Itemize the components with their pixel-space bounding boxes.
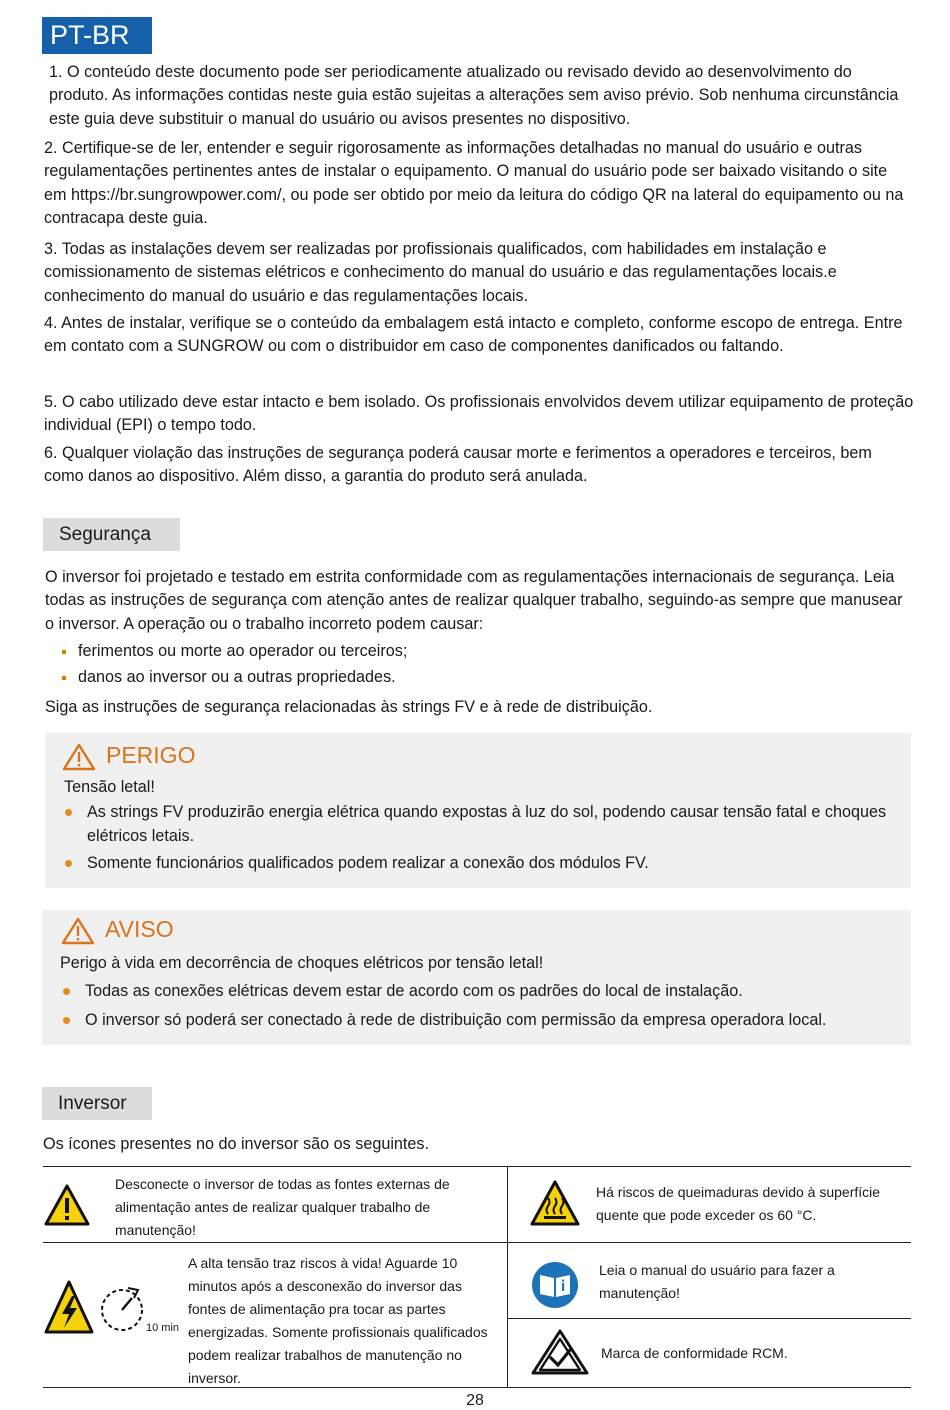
symbol-text-hot-surface: Há riscos de queimaduras devido à superfície quente que pode exceder os 60 °C. — [596, 1184, 881, 1223]
intro-paragraph-5: 5. O cabo utilizado deve estar intacto e bem isolado. Os profissionais envolvidos devem utilizar equipamento de proteção individual (EPI) o tempo todo. — [44, 393, 914, 435]
danger-item-1: As strings FV produzirão energia elétrica quando expostas à luz do sol, podendo causar tensão fatal e choques elétricos letais. — [65, 801, 900, 849]
bullet-dot-icon — [65, 860, 72, 867]
section-title-safety: Segurança — [43, 518, 180, 551]
safety-body: O inversor foi projetado e testado em estrita conformidade com as regulamentações internacionais de segurança. Leia todas as instruções de segurança com atenção antes de realizar qualquer trabalho, seguindo-as sempre que manusear o inversor. A operação ou o trabalho incorreto podem causar: — [45, 568, 903, 633]
warning-box — [42, 910, 911, 1045]
symbol-text-rcm: Marca de conformidade RCM. — [601, 1345, 788, 1361]
bullet-dot-icon — [63, 1017, 70, 1024]
intro-paragraph-1: 1. O conteúdo deste documento pode ser periodicamente atualizado ou revisado devido ao desenvolvimento do produto. As informações contidas neste guia estão sujeitas a alterações sem aviso prévio. Sob nenhuma circunstância este guia deve substituir o manual do usuário ou avisos presentes no dispositivo. — [49, 63, 899, 128]
intro-paragraph-4: 4. Antes de instalar, verifique se o conteúdo da embalagem está intacto e completo, conforme escopo de entrega. Entre em contato com a SUNGROW ou com o distribuidor em caso de componentes danificados ou faltando. — [44, 314, 903, 356]
danger-title: PERIGO — [62, 742, 195, 771]
warning-title: AVISO — [61, 916, 174, 945]
danger-item-2: Somente funcionários qualificados podem realizar a conexão dos módulos FV. — [65, 852, 900, 876]
hot-surface-icon — [530, 1180, 580, 1226]
danger-lead: Tensão letal! — [64, 778, 155, 796]
intro-paragraph-6: 6. Qualquer violação das instruções de segurança poderá causar morte e ferimentos a operadores e terceiros, bem como danos ao dispositivo. Além disso, a garantia do produto será anulada. — [44, 444, 872, 486]
table-row-rule — [507, 1318, 911, 1319]
symbol-text-disconnect: Desconecte o inversor de todas as fontes externas de alimentação antes de realizar qualquer trabalho de manutenção! — [115, 1176, 450, 1238]
symbol-text-high-voltage: A alta tensão traz riscos à vida! Aguarde 10 minutos após a desconexão do inversor das fontes de alimentação pra tocar as partes energizadas. Somente profissionais qualificados podem realizar trabalhos de manutenção no inversor. — [188, 1255, 488, 1386]
table-row-rule — [43, 1242, 911, 1243]
safety-bullet-2: danos ao inversor ou a outras propriedades. — [62, 666, 396, 689]
timer-icon — [98, 1280, 146, 1336]
safety-follow: Siga as instruções de segurança relacionadas às strings FV e à rede de distribuição. — [45, 698, 653, 716]
page-number: 28 — [466, 1392, 484, 1409]
bullet-square-icon — [62, 650, 66, 654]
general-warning-icon — [44, 1184, 90, 1226]
intro-paragraph-3: 3. Todas as instalações devem ser realizadas por profissionais qualificados, com habilidades em instalação e comissionamento de sistemas elétricos e conhecimento do manual do usuário e das regulamentações locais.e conhecimento do manual do usuário e das regulamentações locais. — [44, 240, 837, 305]
table-column-rule — [507, 1166, 508, 1387]
warning-triangle-icon — [62, 743, 96, 771]
rcm-mark-icon — [530, 1328, 590, 1376]
warning-lead: Perigo à vida em decorrência de choques elétricos por tensão letal! — [60, 954, 544, 972]
safety-bullet-1: ferimentos ou morte ao operador ou terceiros; — [62, 640, 407, 663]
warning-triangle-icon — [61, 917, 95, 945]
intro-paragraph-2: 2. Certifique-se de ler, entender e seguir rigorosamente as informações detalhadas no manual do usuário e outras regulamentações pertinentes antes de instalar o equipamento. O manual do usuário pode ser baixado visitando o site em https://br.sungrowpower.com/, ou pode ser obtido por meio da leitura do código QR na lateral do equipamento ou na contracapa deste guia. — [44, 139, 904, 227]
table-top-rule — [43, 1166, 911, 1167]
section-title-inverter: Inversor — [42, 1087, 152, 1120]
bullet-dot-icon — [63, 988, 70, 995]
read-manual-icon — [530, 1260, 580, 1310]
timer-label: 10 min — [146, 1322, 180, 1334]
high-voltage-icon — [44, 1278, 94, 1336]
bullet-square-icon — [62, 676, 66, 680]
symbol-text-manual: Leia o manual do usuário para fazer a manutenção! — [599, 1262, 835, 1301]
warning-item-1: Todas as conexões elétricas devem estar de acordo com os padrões do local de instalação. — [63, 980, 903, 1004]
bullet-dot-icon — [65, 809, 72, 816]
danger-box — [45, 733, 911, 888]
inverter-intro: Os ícones presentes no do inversor são os seguintes. — [43, 1135, 430, 1153]
warning-item-2: O inversor só poderá ser conectado à rede de distribuição com permissão da empresa operadora local. — [63, 1009, 908, 1033]
language-badge: PT-BR — [42, 17, 152, 54]
